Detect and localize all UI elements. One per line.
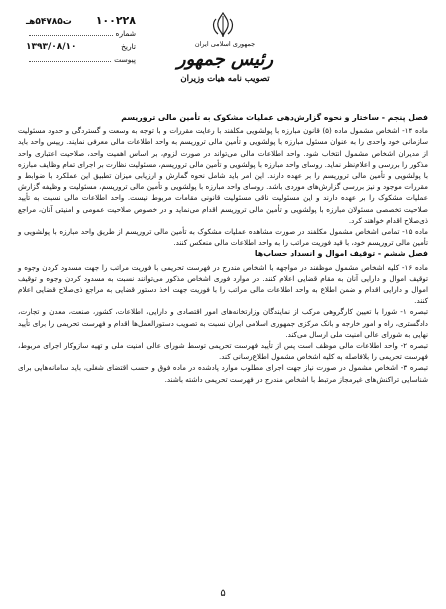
date-label: تاریخ: [121, 42, 136, 51]
letterhead: [150, 40, 300, 84]
section-6-title: فصل ششم - توقیف اموال و انسداد حساب‌ها: [254, 249, 428, 259]
note-3: تبصره ۳- اشخاص مشمول در صورت نیاز جهت اجرای مطلوب موارد پادشده در ماده فوق و حسب اقتضای شغلی، باید سامانه‌هایی برای شناسایی تراکنش‌های غیرمجاز مرتبط با اشخاص مندرج در فهرست تحریمی داشته باشند.: [18, 363, 428, 384]
republic-label: جمهوری اسلامی ایران: [194, 40, 256, 48]
note-1: تبصره ۱- شورا با تعیین کارگروهی مرکب از نمایندگان وزارتخانه‌های امور اقتصادی و دارایی، اطلاعات، کشور، صنعت، معدن و تجارت، دادگستری، راه و امور خارجه و بانک مرکزی جمهوری اسلامی ایران نسبت به تصویب دستورالعمل‌ها اقدام و فهرست تحریمی را برای تأیید نهایی به شورای عالی امنیت ملی ارسال می‌کند.: [18, 307, 428, 339]
number-row: [26, 14, 136, 27]
article-15: ماده ۱۵- تمامی اشخاص مشمول مکلفند در صورت مشاهده عملیات مشکوک به تأمین مالی تروریسم از طریق واحد مبارزه با پولشویی و تأمین مالی تروریسم خود، با قید فوریت مراتب را به واحد اطلاعات مالی منعکس کنند.: [18, 227, 429, 248]
dotted-line: [29, 60, 111, 62]
number-value: ۱۰۰۲۲۸: [95, 14, 136, 27]
article-16: ماده ۱۶- کلیه اشخاص مشمول موظفند در مواجهه با اشخاص مندرج در فهرست تحریمی با فوریت مراتب را جهت مسدود کردن وجوه و توقیف اموال و دارایی آنان به مقام قضایی اعلام کنند. در موارد فوری اشخاص مذکور می‌توانند نسبت به مسدود کردن وجوه و توقیف اموال و دارایی اقدام و ضمن اطلاع به واحد اطلاعات مالی مراتب را با فوریت جهت اخذ دستور قضایی به مراجع ذی‌صلاح قضایی اعلام کنند.: [18, 262, 428, 306]
attachment-row: [26, 53, 136, 66]
attachment-label: پیوست: [114, 55, 136, 64]
article-14: ماده ۱۴- اشخاص مشمول ماده (۵) قانون مبارزه با پولشویی مکلفند با رعایت مقررات و با توجه به وسعت و گستردگی و حدود مسئولیت سازمانی خود واحدی را به عنوان مسئول مبارزه با پولشویی و تأمین مالی تروریسم به واحد اطلاعات مالی معرفی نمایند. رییس واحد باید از مدیران اشخاص مشمول انتخاب شود. واحد اطلاعات مالی می‌تواند در صورت لزوم، بر اساس اهمیت واحد، صلاحیت اعتباری واحد مذکور را بررسی و اعلام‌نظر نماید. روسای واحد مبارزه با پولشویی و تأمین مالی تروریسم، مسئولیت نظارت بر اجرای تمام وظایف مبارزه با پولشویی و تأمین مالی تروریسم را بر عهده دارند. این امر باید شامل نحوه گمارش و ارزیابی میزان تطبیق این عملکرد با ضوابط و مقررات موجود و نیز بررسی گزارش‌های موردی باشد. روسای واحد مبارزه با پولشویی و تأمین مالی تروریسم، مسئولیت و وظیفه گزارش عملیات مشکوک را بر عهده دارند و این مسئولیت ناقی مسئولیت قانونی مقامات مربوط نیست. واحد اطلاعات مالی نسبت به تأیید صلاحیت تخصصی مسئولان مبارزه با پولشویی و تأمین مالی تروریسم اقدام می‌نماید و در خصوص صلاحیت عمومی و امنیتی آنان، مراجع ذی‌صلاح اقدام خواهند کرد.: [18, 126, 428, 225]
page-number: ۵: [220, 588, 226, 599]
note-2: تبصره ۲- واحد اطلاعات مالی موظف است پس از تأیید فهرست تحریمی توسط شورای عالی امنیت ملی و تهیه سازوکار اجرای مربوط، فهرست تحریمی را بلافاصله به کلیه اشخاص مشمول اطلاع‌رسانی کند.: [18, 341, 428, 362]
date-value: ۱۳۹۳/۰۸/۱۰: [26, 42, 77, 52]
section-5-title: فصل پنجم - ساختار و نحوه گزارش‌دهی عملیات مشکوک به تأمین مالی تروریسم: [121, 113, 428, 122]
president-title: رئیس جمهور: [176, 49, 274, 70]
emblem-icon: [208, 10, 238, 40]
reference-block: [26, 14, 136, 66]
dotted-line: [29, 34, 113, 36]
approval-title: تصویب نامه هیات وزیران: [180, 74, 270, 84]
date-row: [26, 40, 136, 53]
document-body: [18, 112, 428, 385]
number-suffix: ت۵۴۷۸۵هـ: [26, 17, 72, 27]
number-label: شماره: [115, 29, 136, 38]
